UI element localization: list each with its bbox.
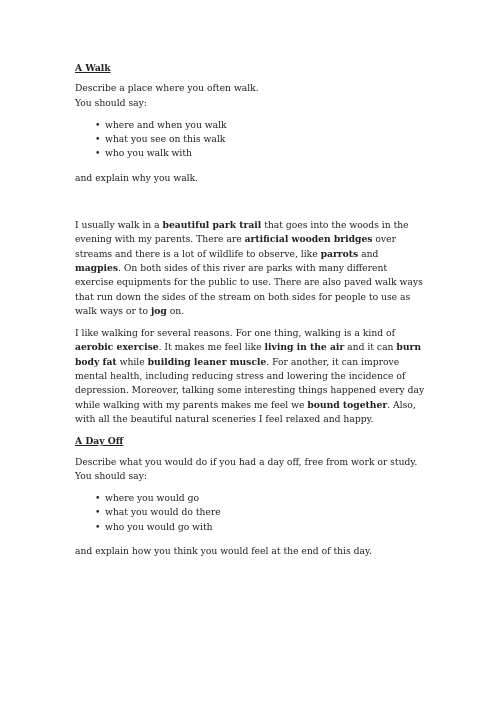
text-run: I like walking for several reasons. For one thing, walking is a kind of [75, 328, 395, 340]
text-run: . It makes me feel like [158, 342, 265, 354]
list-item: • who you walk with [105, 147, 425, 161]
text-run: . For another, it can improve mental health, including reducing stress and lowering the incidence of depression. Moreover, talking some interesting things happened every day while walking with my parents makes me feel we [75, 356, 425, 411]
text-run: and [358, 248, 379, 260]
answer-body [75, 219, 425, 427]
prompt-line: You should say: [75, 97, 147, 109]
text-run: that goes into the woods in the evening with my parents. There are [75, 220, 409, 246]
prompt-line: Describe what you would do if you had a day off, free from work or study. [75, 456, 418, 468]
bold-phrase: jog [150, 305, 167, 317]
bold-phrase: magpies [75, 262, 119, 274]
explain-line: and explain how you think you would feel at the end of this day. [75, 546, 372, 558]
list-item: • where you would go [105, 492, 425, 506]
prompt-line: You should say: [75, 470, 147, 482]
text-run: while [116, 356, 148, 368]
answer-paragraph-2 [75, 327, 425, 427]
bold-phrase: artificial wooden bridges [244, 234, 373, 246]
list-item: • where and when you walk [105, 119, 425, 133]
prompt-line: Describe a place where you often walk. [75, 83, 259, 95]
bold-phrase: building leaner muscle [147, 356, 267, 368]
text-run: on. [166, 305, 185, 317]
bullet-list [75, 119, 425, 162]
section-a-day-off [75, 435, 425, 559]
bold-phrase: living in the air [264, 342, 345, 354]
document-page [75, 62, 425, 559]
bold-phrase: bound together [307, 399, 388, 411]
bullet-list [75, 492, 425, 535]
text-run: . On both sides of this river are parks with many different exercise equipments for the public to use. There are also paved walk ways that run down the sides of the stream on both sides for people to use as walk ways or to [75, 262, 423, 317]
list-item: • who you would go with [105, 521, 425, 535]
bold-phrase: aerobic exercise [75, 342, 159, 354]
text-run: . Also, with all the beautiful natural sceneries I feel relaxed and happy. [75, 399, 416, 425]
bold-phrase: parrots [320, 248, 359, 260]
bold-phrase: beautiful park trail [162, 220, 262, 232]
text-run: and it can [344, 342, 397, 354]
list-item: • what you would do there [105, 506, 425, 520]
section-title-a-day-off: A Day Off [75, 436, 124, 448]
answer-paragraph-1 [75, 219, 425, 319]
list-item: • what you see on this walk [105, 133, 425, 147]
text-run: I usually walk in a [75, 220, 163, 232]
text-run: over streams and there is a lot of wildlife to observe, like [75, 234, 396, 260]
bold-phrase: burn body fat [75, 342, 422, 368]
explain-line: and explain why you walk. [75, 172, 199, 184]
section-title-a-walk: A Walk [75, 63, 111, 74]
